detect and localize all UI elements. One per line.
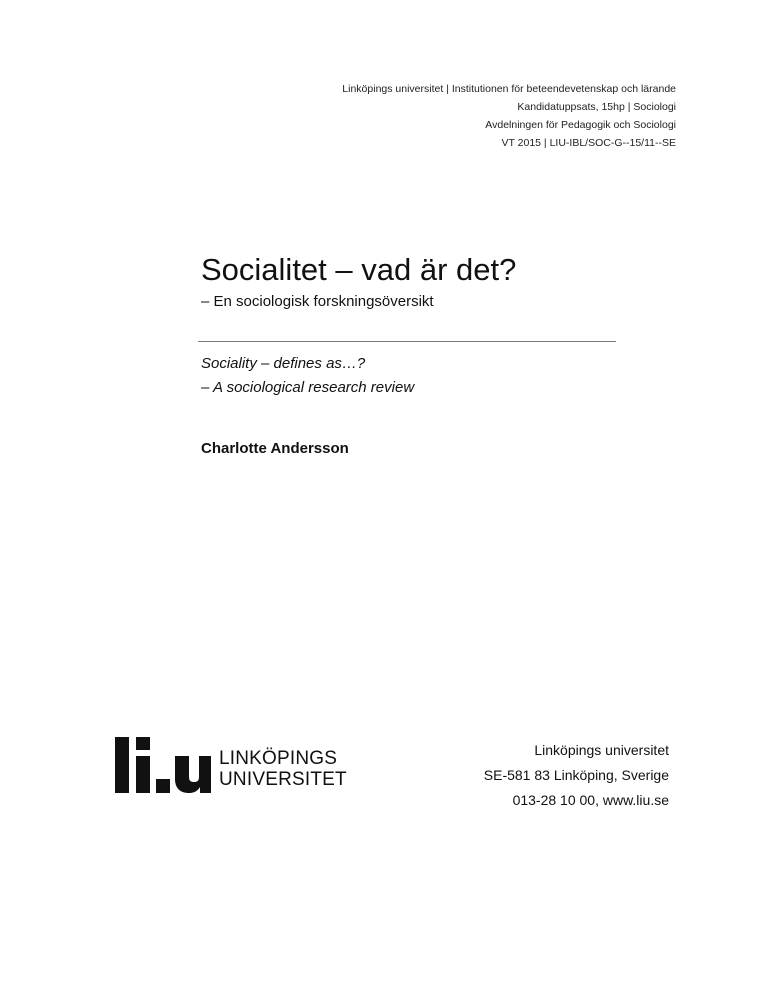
header-term-code-line: VT 2015 | LIU-IBL/SOC-G--15/11--SE xyxy=(501,137,676,149)
liu-logo-mark-icon xyxy=(115,737,211,793)
address-block xyxy=(484,738,669,813)
page-subtitle: – En sociologisk forskningsöversikt xyxy=(201,293,434,310)
title-divider xyxy=(198,341,616,342)
address-contact: 013-28 10 00, www.liu.se xyxy=(512,792,669,808)
english-title-block xyxy=(201,352,414,400)
logo-wordmark xyxy=(219,748,347,790)
header-thesis-type-line: Kandidatuppsats, 15hp | Sociologi xyxy=(517,101,676,113)
address-postal: SE-581 83 Linköping, Sverige xyxy=(483,767,669,783)
header-institution-line: Linköpings universitet | Institutionen för beteendevetenskap och lärande xyxy=(342,83,676,95)
header-department-line: Avdelningen för Pedagogik och Sociologi xyxy=(485,119,676,131)
title-block xyxy=(201,250,621,312)
logo-wordmark-line2: UNIVERSITET xyxy=(219,769,347,790)
english-title: Sociality – defines as…? xyxy=(201,355,366,372)
header-block xyxy=(342,80,676,152)
logo-wordmark-line1: LINKÖPINGS xyxy=(219,748,338,769)
address-university: Linköpings universitet xyxy=(534,742,669,758)
university-logo xyxy=(115,737,347,793)
english-subtitle: – A sociological research review xyxy=(201,379,415,396)
page-title: Socialitet – vad är det? xyxy=(201,252,517,287)
author-name: Charlotte Andersson xyxy=(201,440,349,457)
